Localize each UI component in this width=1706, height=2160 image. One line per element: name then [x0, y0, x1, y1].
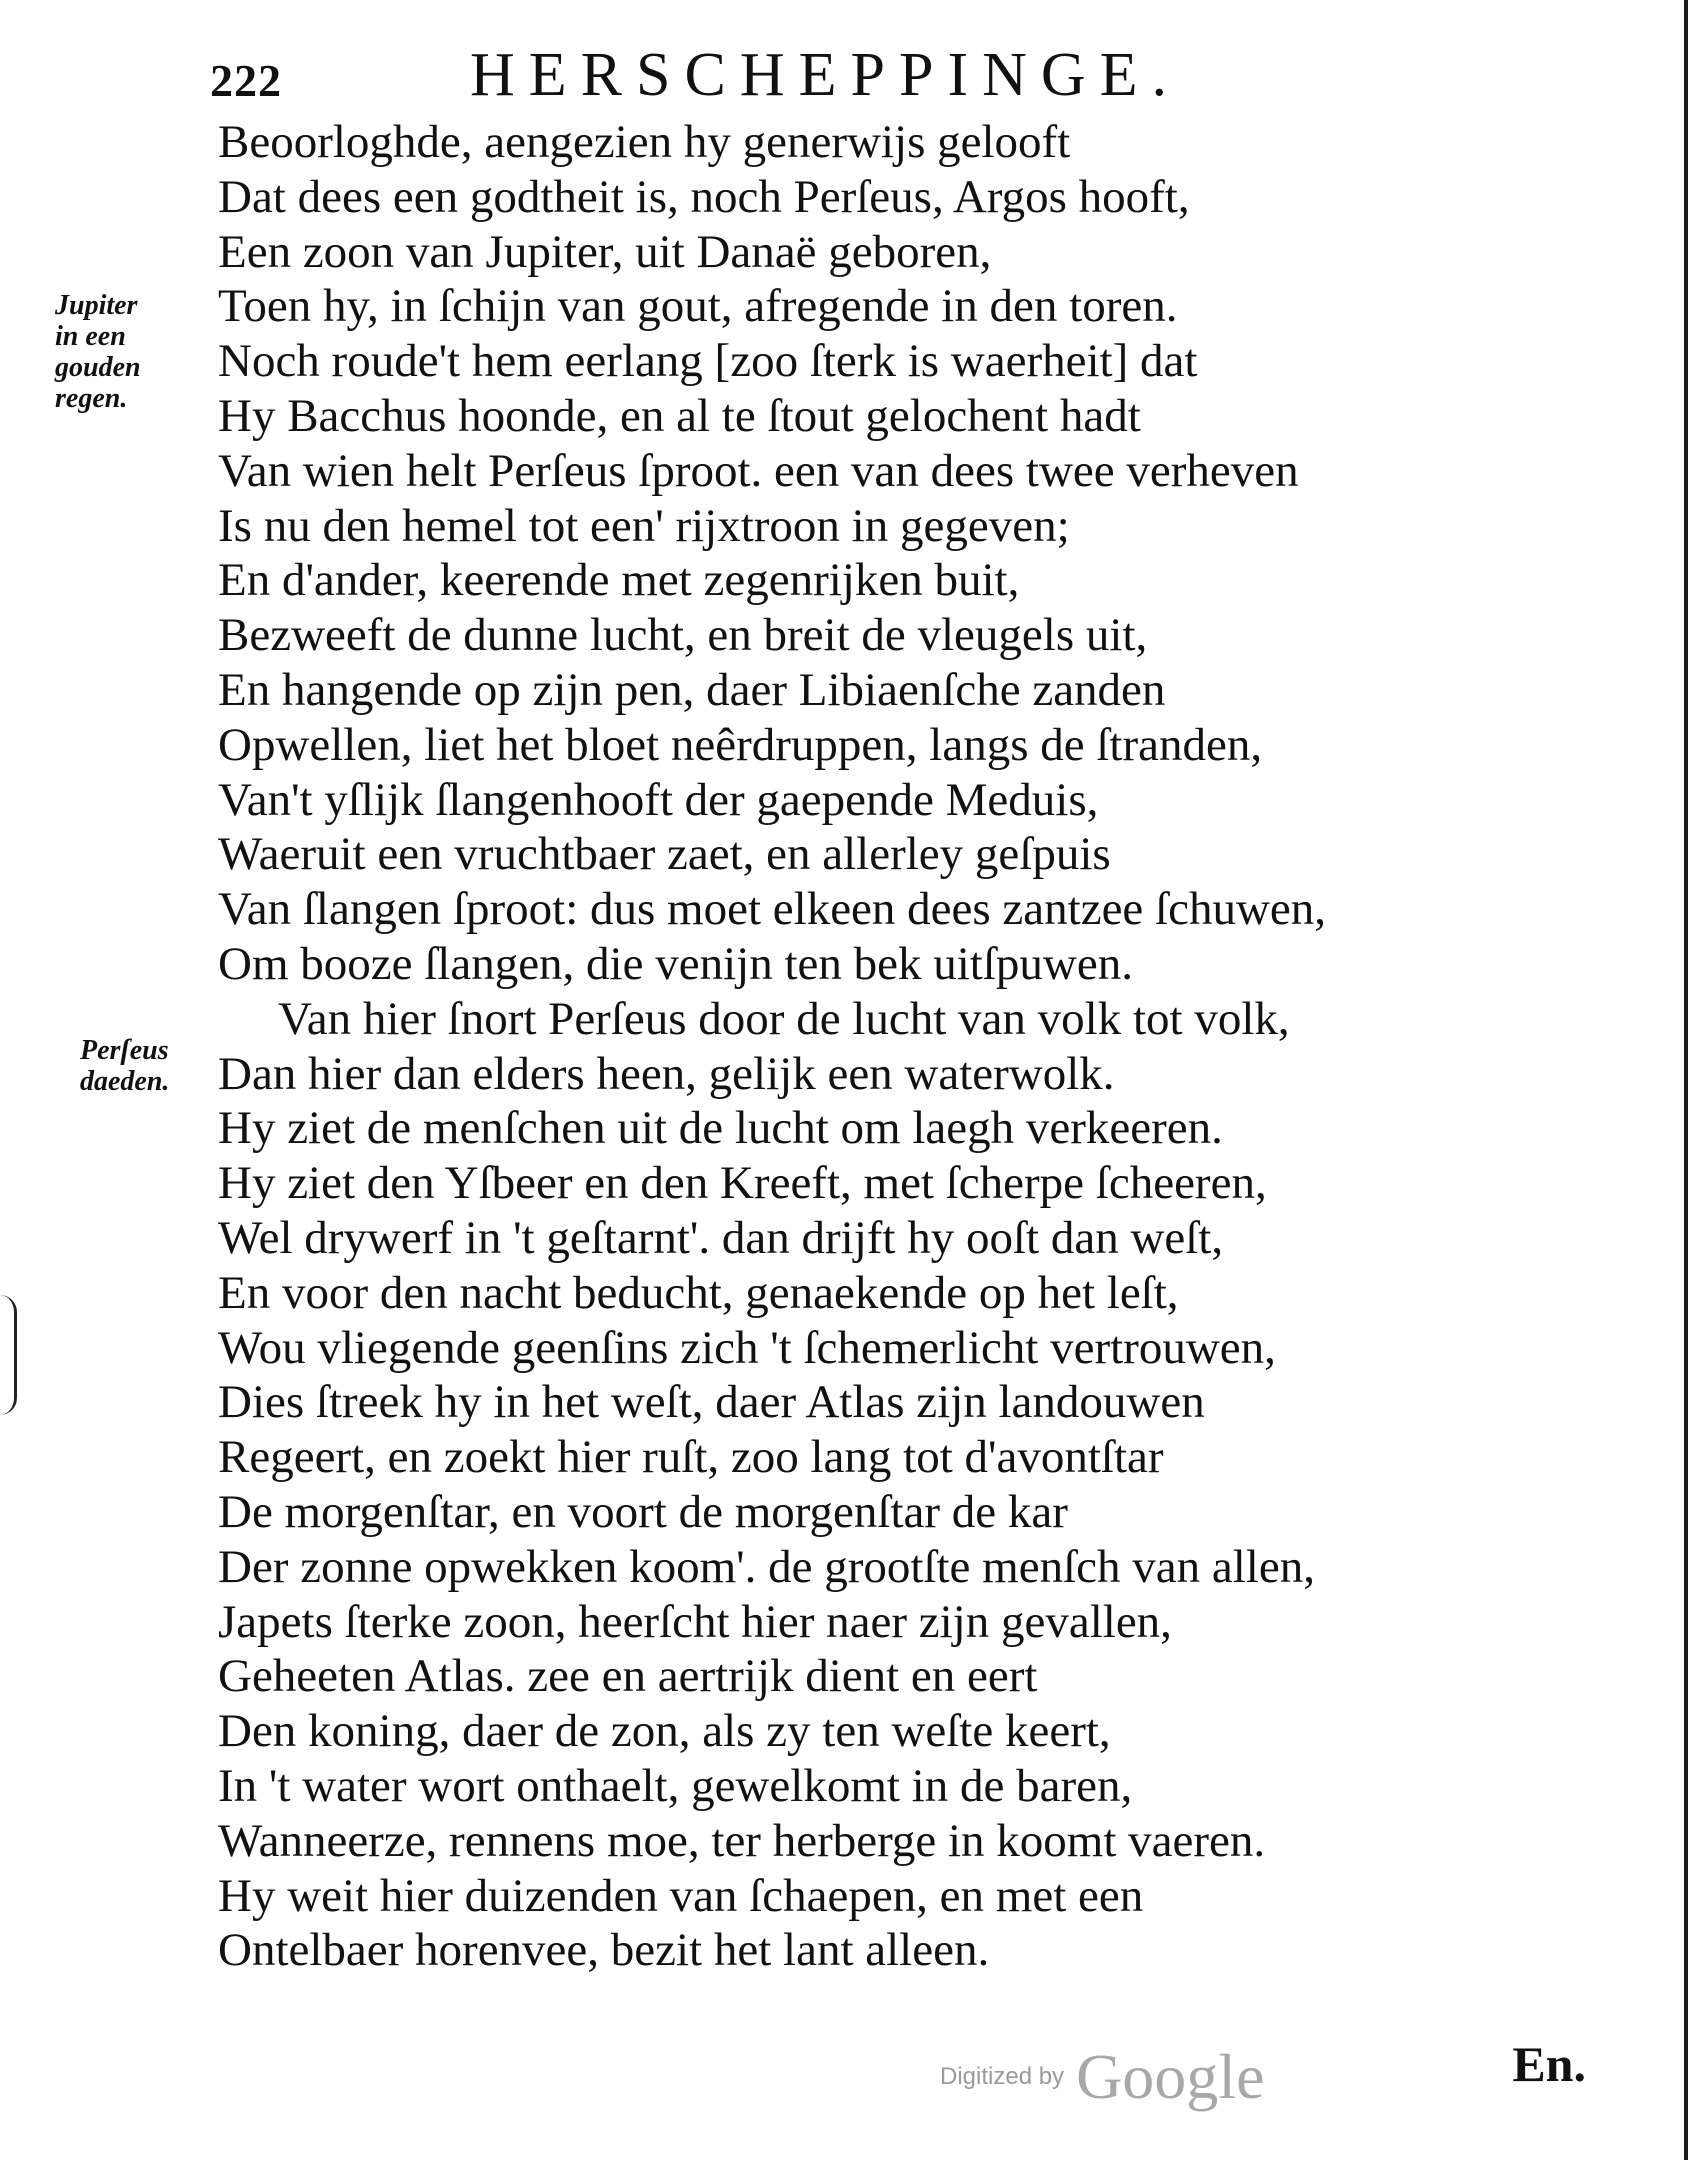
poem-line: En hangende op zijn pen, daer Libiaenſche zanden: [218, 663, 1166, 716]
margin-note-line: gouden: [55, 352, 141, 383]
google-logo: Google: [1076, 2041, 1265, 2112]
margin-note-line: daeden.: [80, 1066, 170, 1097]
margin-note-line: Jupiter: [55, 290, 138, 321]
poem-line: Is nu den hemel tot een' rijxtroon in gegeven;: [218, 499, 1070, 552]
margin-note-line: regen.: [55, 383, 128, 414]
poem-line: Wel drywerf in 't geſtarnt'. dan drijft hy ooſt dan weſt,: [218, 1211, 1224, 1264]
poem-line: Hy Bacchus hoonde, en al te ſtout gelochent hadt: [218, 389, 1141, 442]
poem-line: Beoorloghde, aengezien hy generwijs gelooft: [218, 116, 1071, 168]
poem-line: Opwellen, liet het bloet neêrdruppen, langs de ſtranden,: [218, 718, 1263, 771]
poem-line: Hy weit hier duizenden van ſchaepen, en met een: [218, 1869, 1144, 1922]
margin-note-perseus: [80, 1035, 230, 1097]
poem-line: Een zoon van Jupiter, uit Danaë geboren,: [218, 225, 992, 278]
margin-note-jupiter: [55, 290, 205, 414]
poem-line: Hy ziet den Yſbeer en den Kreeft, met ſcherpe ſcheeren,: [218, 1157, 1267, 1210]
poem-line: Wanneerze, rennens moe, ter herberge in koomt vaeren.: [218, 1814, 1266, 1867]
poem-line: Van wien helt Perſeus ſproot. een van dees twee verheven: [218, 444, 1299, 497]
poem-line: Regeert, en zoekt hier ruſt, zoo lang tot d'avontſtar: [218, 1431, 1164, 1484]
poem-line: Dat dees een godtheit is, noch Perſeus, Argos hooft,: [218, 170, 1190, 223]
poem-line: Waeruit een vruchtbaer zaet, en allerley geſpuis: [218, 828, 1111, 881]
poem-line: Noch roude't hem eerlang [zoo ſterk is waerheit] dat: [218, 335, 1198, 388]
poem-line: Ontelbaer horenvee, bezit het lant alleen.: [218, 1924, 990, 1977]
running-title: HERSCHEPPINGE.: [470, 41, 1182, 109]
poem-line: Wou vliegende geenſins zich 't ſchemerlicht vertrouwen,: [218, 1321, 1276, 1374]
page-edge-rule: [1684, 0, 1688, 2160]
poem-line: In 't water wort onthaelt, gewelkomt in de baren,: [218, 1759, 1133, 1812]
poem-line: En d'ander, keerende met zegenrijken buit,: [218, 554, 1020, 607]
poem-line: Japets ſterke zoon, heerſcht hier naer zijn gevallen,: [218, 1595, 1172, 1648]
poem-line: Dies ſtreek hy in het weſt, daer Atlas zijn landouwen: [218, 1376, 1205, 1429]
poem-line: Van ſlangen ſproot: dus moet elkeen dees zantzee ſchuwen,: [218, 883, 1327, 936]
poem-line: Der zonne opwekken koom'. de grootſte menſch van allen,: [218, 1540, 1315, 1593]
poem-line: Hy ziet de menſchen uit de lucht om laegh verkeeren.: [218, 1102, 1223, 1155]
poem-line: Van't yſlijk ſlangenhooft der gaepende Meduis,: [218, 773, 1099, 826]
poem-line: Om booze ſlangen, die venijn ten bek uitſpuwen.: [218, 937, 1133, 990]
margin-note-line: Perſeus: [80, 1035, 169, 1066]
page-number: 222: [210, 55, 282, 106]
poem-line: Van hier ſnort Perſeus door de lucht van volk tot volk,: [278, 992, 1290, 1045]
poem-line: De morgenſtar, en voort de morgenſtar de kar: [218, 1485, 1068, 1538]
margin-note-line: in een: [55, 321, 126, 352]
poem-line: Den koning, daer de zon, als zy ten weſte keert,: [218, 1705, 1111, 1758]
watermark-prefix: Digitized by: [940, 2063, 1065, 2090]
scan-bracket-mark: [0, 1295, 17, 1415]
poem-line: Toen hy, in ſchijn van gout, afregende in den toren.: [218, 280, 1178, 333]
digitized-watermark: [940, 2040, 1264, 2114]
poem-line: Dan hier dan elders heen, gelijk een waterwolk.: [218, 1047, 1115, 1100]
poem-line: Geheeten Atlas. zee en aertrijk dient en eert: [218, 1650, 1038, 1703]
poem-text: [218, 115, 1598, 1978]
catchword: En.: [1512, 2036, 1586, 2092]
poem-line: En voor den nacht beducht, genaekende op het leſt,: [218, 1266, 1179, 1319]
poem-line: Bezweeft de dunne lucht, en breit de vleugels uit,: [218, 609, 1148, 662]
